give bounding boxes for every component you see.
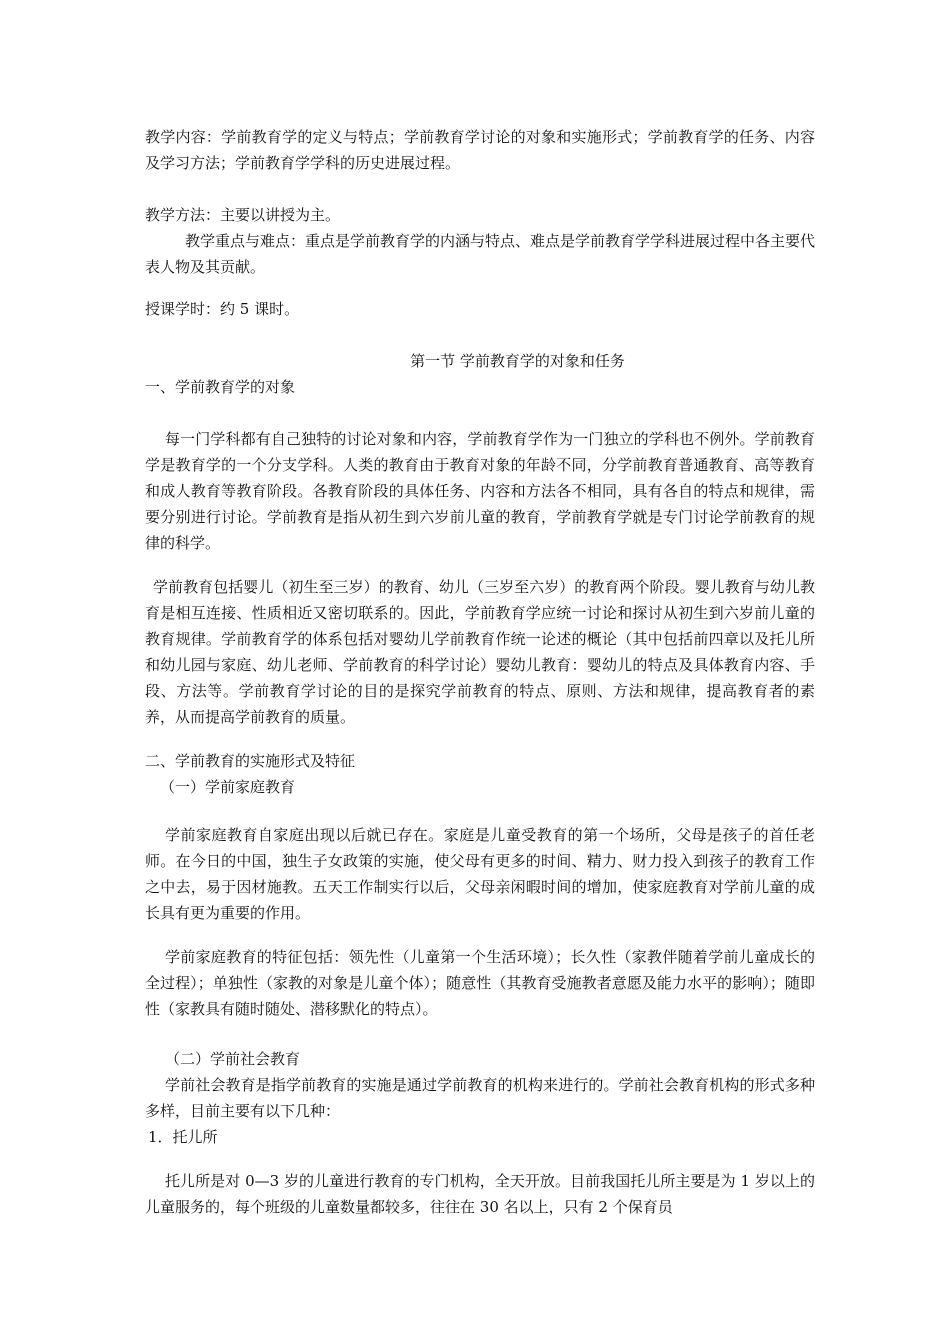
subheading-family: （一）学前家庭教育 (160, 778, 296, 796)
heading-forms: 二、学前教育的实施形式及特征 (145, 752, 356, 770)
paragraph-nursery: 托儿所是对 0—3 岁的儿童进行教育的专门机构，全天开放。目前我国托儿所主要是为 1 岁以上的儿童服务的，每个班级的儿童数量都较多，往往在 30 名以上，只有 2 个保育员 (145, 1172, 815, 1216)
teaching-hours: 授课学时：约 5 课时。 (145, 300, 300, 318)
paragraph-object-1: 每一门学科都有自己独特的讨论对象和内容，学前教育学作为一门独立的学科也不例外。学前教育学是教育学的一个分支学科。人类的教育由于教育对象的年龄不同，分学前教育普通教育、高等教育和成人教育等教育阶段。各教育阶段的具体任务、内容和方法各不相同，具有各自的特点和规律，需要分别进行讨论。学前教育是指从初生到六岁前儿童的教育，学前教育学就是专门讨论学前教育的规律的科学。 (145, 430, 815, 552)
teaching-focus: 教学重点与难点：重点是学前教育学的内涵与特点、难点是学前教育学学科进展过程中各主要代表人物及其贡献。 (145, 232, 816, 276)
paragraph-social: 学前社会教育是指学前教育的实施是通过学前教育的机构来进行的。学前社会教育机构的形式多种多样，目前主要有以下几种： (145, 1076, 815, 1120)
heading-object: 一、学前教育学的对象 (145, 378, 296, 396)
paragraph-object-2: 学前教育包括婴儿（初生至三岁）的教育、幼儿（三岁至六岁）的教育两个阶段。婴儿教育与幼儿教育是相互连接、性质相近又密切联系的。因此，学前教育学应统一讨论和探讨从初生到六岁前儿童的教育规律。学前教育学的体系包括对婴幼儿学前教育作统一论述的概论（其中包括前四章以及托儿所和幼儿园与家庭、幼儿老师、学前教育的科学讨论）婴幼儿教育：婴幼儿的特点及具体教育内容、手段、方法等。学前教育学讨论的目的是探究学前教育的特点、原则、方法和规律，提高教育者的素养，从而提高学前教育的质量。 (145, 578, 815, 726)
paragraph-family-1: 学前家庭教育自家庭出现以后就已存在。家庭是儿童受教育的第一个场所，父母是孩子的首任老师。在今日的中国，独生子女政策的实施，使父母有更多的时间、精力、财力投入到孩子的教育工作之中去，易于因材施教。五天工作制实行以后，父母亲闲暇时间的增加，使家庭教育对学前儿童的成长具有更为重要的作用。 (145, 826, 815, 922)
subheading-social: （二）学前社会教育 (165, 1050, 301, 1068)
list-item-nursery: 1．托儿所 (148, 1128, 218, 1146)
teaching-method: 教学方法：主要以讲授为主。 (145, 206, 341, 224)
section-title: 第一节 学前教育学的对象和任务 (410, 352, 625, 370)
paragraph-family-2: 学前家庭教育的特征包括：领先性（儿童第一个生活环境）；长久性（家教伴随着学前儿童成长的全过程）；单独性（家教的对象是儿童个体）；随意性（其教育受施教者意愿及能力水平的影响）；随即性（家教具有随时随处、潜移默化的特点）。 (145, 948, 815, 1018)
teaching-content: 教学内容：学前教育学的定义与特点；学前教育学讨论的对象和实施形式；学前教育学的任务、内容及学习方法；学前教育学学科的历史进展过程。 (145, 128, 815, 172)
